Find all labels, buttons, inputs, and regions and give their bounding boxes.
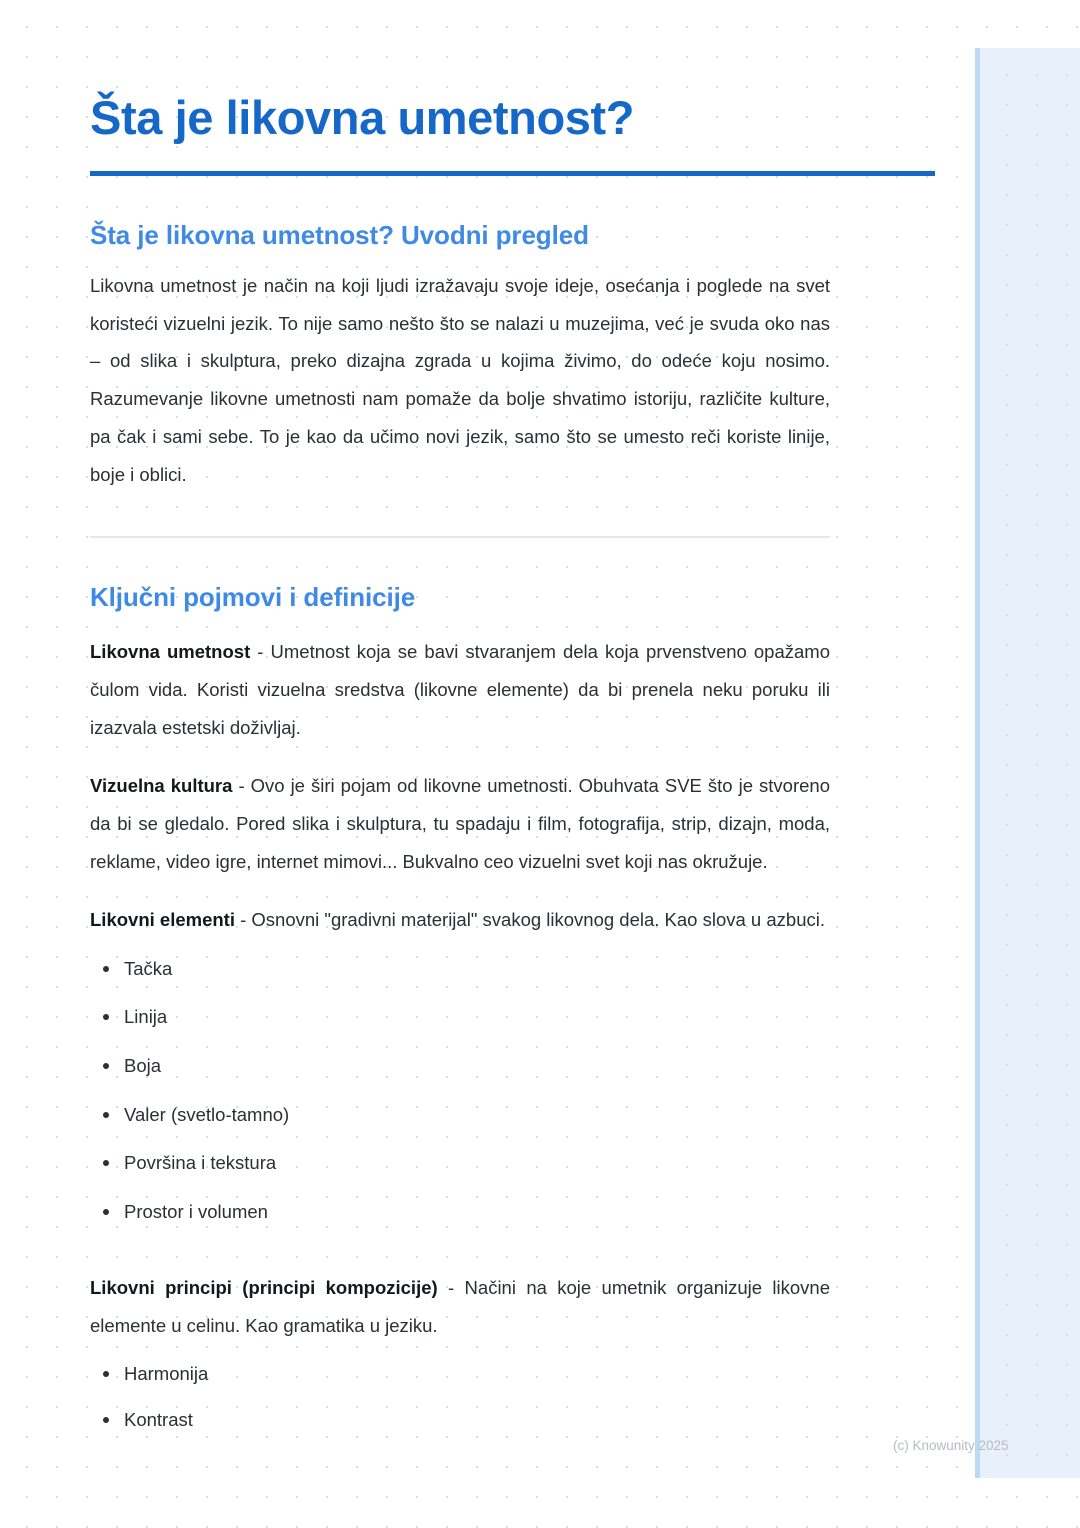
term-body: - Osnovni "gradivni materijal" svakog likovnog dela. Kao slova u azbuci. [234, 908, 825, 930]
list-item: Prostor i volumen [90, 1200, 830, 1224]
decorative-side-panel [975, 48, 1080, 1478]
term-label: Likovni elementi [90, 908, 235, 930]
section-heading-intro: Šta je likovna umetnost? Uvodni pregled [90, 219, 589, 250]
term-definition-likovni-principi [90, 1249, 830, 1345]
section-heading-key-terms: Ključni pojmovi i definicije [90, 582, 416, 613]
term-body: - Ovo je širi pojam od likovne umetnosti. Obuhvata SVE što je stvoreno da bi se gledalo. Pored slika i skulptura, tu spadaju i film, fotografija, strip, dizajn, moda, reklame, video igre, internet mimovi... Bukvalno ceo vizuelni svet koji nas okružuje. [90, 774, 830, 872]
term-definition-vizuelna-kultura [90, 747, 830, 881]
term-label: Likovni principi (principi kompozicije) [90, 1276, 438, 1298]
term-label: Likovna umetnost [90, 641, 251, 663]
list-item: Boja [90, 1054, 830, 1078]
document-content [90, 0, 830, 1454]
term-definition-likovni-elementi [90, 881, 830, 939]
list-item: Tačka [90, 957, 830, 981]
likovni-elementi-list [90, 939, 830, 1224]
list-item: Linija [90, 1005, 830, 1029]
page-title: Šta je likovna umetnost? [90, 91, 635, 144]
list-item: Površina i tekstura [90, 1151, 830, 1175]
term-definition-likovna-umetnost [90, 613, 830, 747]
term-body: - Umetnost koja se bavi stvaranjem dela koja prvenstveno opažamo čulom vida. Koristi vizuelna sredstva (likovne elemente) da bi prenela neku poruku ili izazvala estetski doživljaj. [90, 641, 830, 738]
intro-paragraph: Likovna umetnost je način na koji ljudi izražavaju svoje ideje, osećanja i poglede na svet koristeći vizuelni jezik. To nije samo nešto što se nalazi u muzejima, već je svuda oko nas – od slika i skulptura, preko dizajna zgrada u kojima živimo, do odeće koju nosimo. Razumevanje likovne umetnosti nam pomaže da bolje shvatimo istoriju, različite kulture, pa čak i sami sebe. To je kao da učimo novi jezik, samo što se umesto reči koriste linije, boje i oblici. [90, 274, 830, 486]
list-item: Valer (svetlo-tamno) [90, 1103, 830, 1127]
likovni-principi-list [90, 1344, 830, 1431]
term-body: - Načini na koje umetnik organizuje likovne elemente u celinu. Kao gramatika u jeziku. [90, 1276, 830, 1336]
copyright-watermark: (c) Knowunity 2025 [893, 1438, 1009, 1453]
term-label: Vizuelna kultura [90, 774, 233, 796]
list-item: Kontrast [90, 1408, 830, 1432]
list-item: Harmonija [90, 1362, 830, 1386]
